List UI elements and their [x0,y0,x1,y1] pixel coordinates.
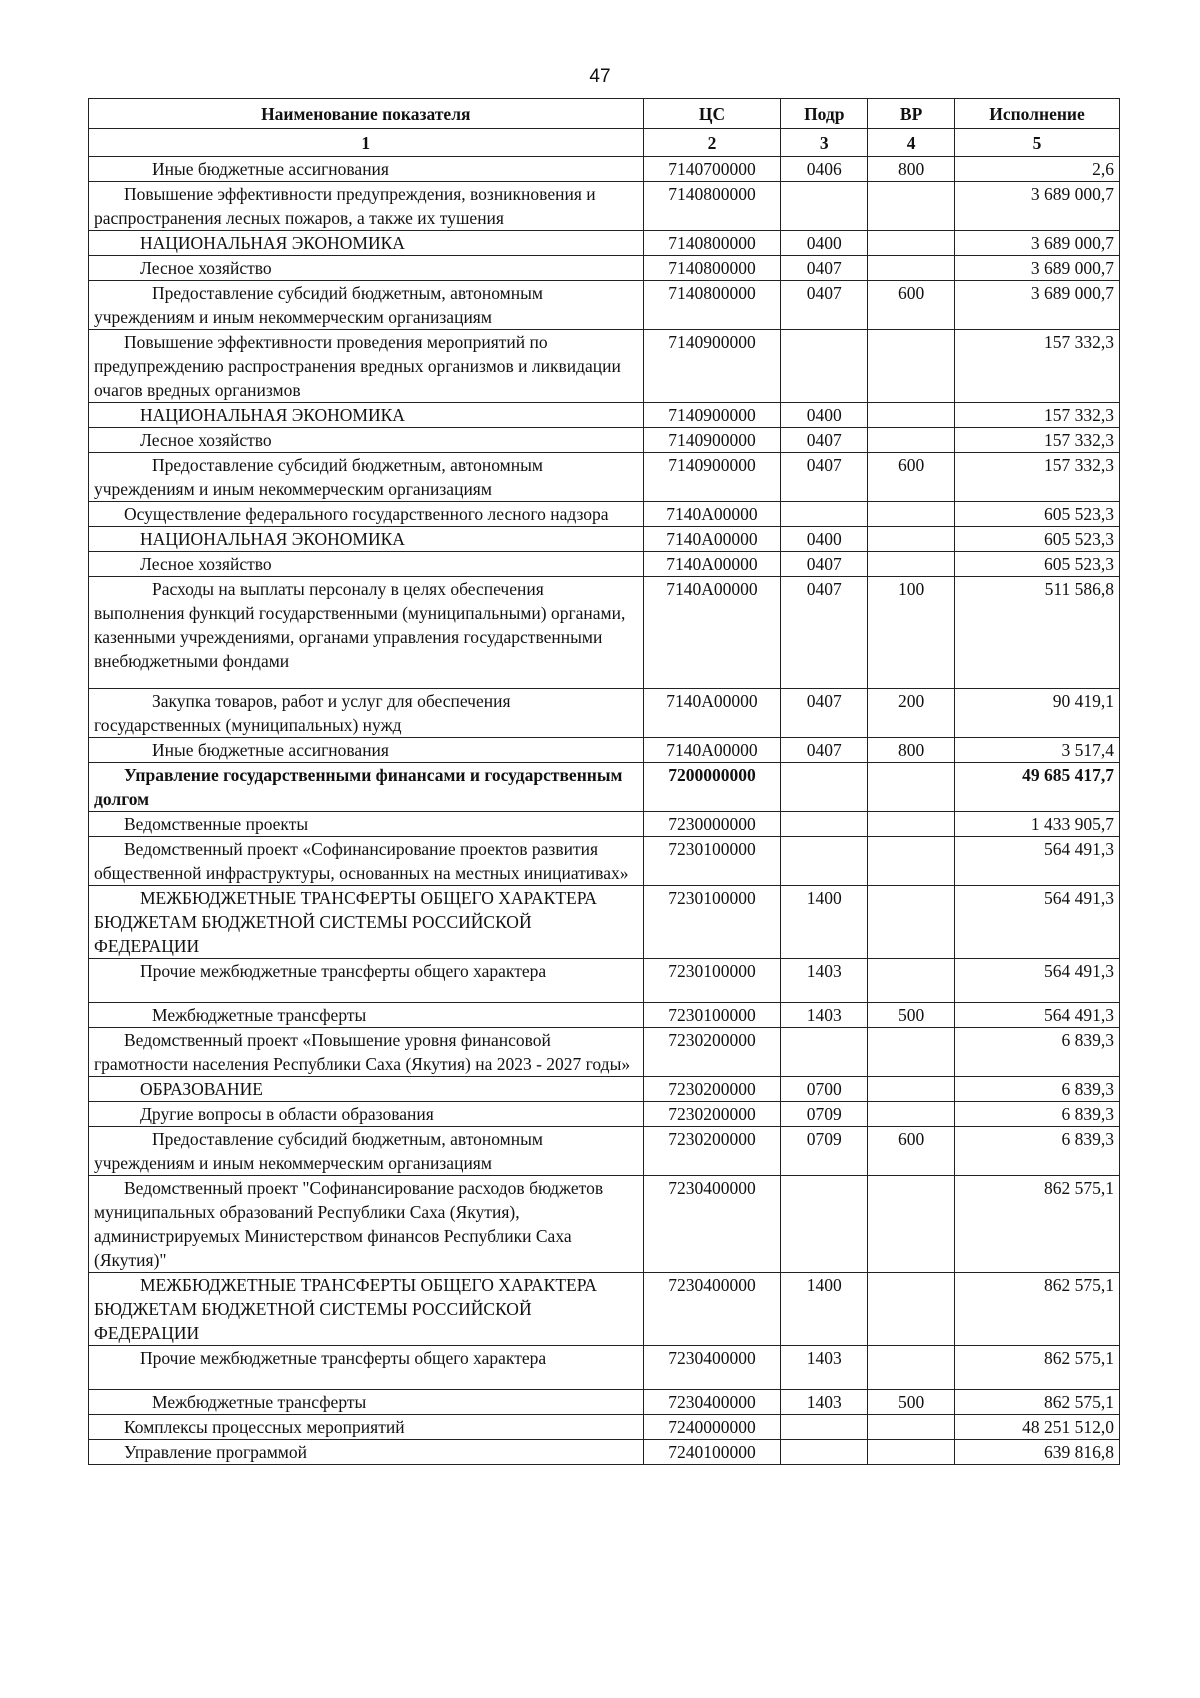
column-header-podr: Подр [781,99,868,129]
column-number: 4 [868,129,955,157]
row-podr-code: 0407 [781,577,868,689]
row-podr-code: 0700 [781,1077,868,1102]
table-row [89,157,1120,182]
row-amount: 49 685 417,7 [955,763,1120,812]
table-row [89,812,1120,837]
row-podr-code: 1400 [781,886,868,959]
row-vr-code [868,527,955,552]
row-name: Другие вопросы в области образования [89,1102,644,1127]
table-row [89,330,1120,403]
row-podr-code [781,330,868,403]
row-amount: 3 689 000,7 [955,281,1120,330]
row-vr-code [868,502,955,527]
row-podr-code [781,1028,868,1077]
row-podr-code: 0407 [781,552,868,577]
row-podr-code [781,502,868,527]
table-row [89,1028,1120,1077]
row-amount: 564 491,3 [955,1003,1120,1028]
row-cs-code: 7140800000 [643,256,781,281]
row-amount: 862 575,1 [955,1346,1120,1390]
row-amount: 605 523,3 [955,527,1120,552]
row-amount: 157 332,3 [955,428,1120,453]
table-row [89,1176,1120,1273]
row-podr-code: 1400 [781,1273,868,1346]
row-amount: 564 491,3 [955,959,1120,1003]
row-amount: 564 491,3 [955,886,1120,959]
row-cs-code: 7230200000 [643,1077,781,1102]
table-row [89,231,1120,256]
column-header-vr: ВР [868,99,955,129]
table-row [89,959,1120,1003]
row-name: Управление государственными финансами и государственным долгом [89,763,644,812]
row-amount: 6 839,3 [955,1077,1120,1102]
table-row [89,453,1120,502]
row-vr-code: 200 [868,689,955,738]
row-podr-code: 1403 [781,1003,868,1028]
row-vr-code [868,428,955,453]
row-cs-code: 7230400000 [643,1273,781,1346]
row-podr-code [781,1176,868,1273]
row-vr-code [868,552,955,577]
row-name: Прочие межбюджетные трансферты общего характера [89,959,644,1003]
row-podr-code [781,763,868,812]
row-vr-code [868,1346,955,1390]
row-podr-code [781,182,868,231]
row-amount: 48 251 512,0 [955,1415,1120,1440]
row-amount: 639 816,8 [955,1440,1120,1465]
table-row [89,1415,1120,1440]
table-row [89,552,1120,577]
row-amount: 3 689 000,7 [955,182,1120,231]
table-row [89,502,1120,527]
row-amount: 605 523,3 [955,502,1120,527]
row-cs-code: 7140А00000 [643,577,781,689]
row-cs-code: 7230100000 [643,837,781,886]
row-cs-code: 7140А00000 [643,689,781,738]
row-cs-code: 7230400000 [643,1390,781,1415]
row-podr-code: 0709 [781,1127,868,1176]
row-amount: 6 839,3 [955,1102,1120,1127]
row-podr-code: 0400 [781,403,868,428]
row-amount: 3 517,4 [955,738,1120,763]
row-vr-code: 100 [868,577,955,689]
row-name: ОБРАЗОВАНИЕ [89,1077,644,1102]
table-row [89,886,1120,959]
row-amount: 90 419,1 [955,689,1120,738]
table-row [89,1003,1120,1028]
row-amount: 862 575,1 [955,1273,1120,1346]
row-vr-code: 600 [868,1127,955,1176]
row-cs-code: 7200000000 [643,763,781,812]
row-cs-code: 7230100000 [643,959,781,1003]
row-cs-code: 7140А00000 [643,738,781,763]
row-amount: 3 689 000,7 [955,256,1120,281]
budget-table [88,98,1120,1465]
row-amount: 862 575,1 [955,1176,1120,1273]
row-podr-code: 0400 [781,527,868,552]
table-row [89,1077,1120,1102]
row-vr-code: 600 [868,281,955,330]
row-vr-code [868,886,955,959]
row-name: НАЦИОНАЛЬНАЯ ЭКОНОМИКА [89,403,644,428]
row-name: Иные бюджетные ассигнования [89,738,644,763]
row-podr-code: 0407 [781,738,868,763]
row-cs-code: 7140А00000 [643,527,781,552]
row-vr-code [868,1273,955,1346]
row-cs-code: 7140900000 [643,428,781,453]
row-name: Управление программой [89,1440,644,1465]
table-row [89,1127,1120,1176]
table-row [89,837,1120,886]
row-podr-code [781,837,868,886]
row-name: Предоставление субсидий бюджетным, автономным учреждениям и иным некоммерческим организациям [89,453,644,502]
row-podr-code: 1403 [781,959,868,1003]
table-row [89,1273,1120,1346]
row-name: МЕЖБЮДЖЕТНЫЕ ТРАНСФЕРТЫ ОБЩЕГО ХАРАКТЕРА БЮДЖЕТАМ БЮДЖЕТНОЙ СИСТЕМЫ РОССИЙСКОЙ ФЕДЕРАЦИИ [89,1273,644,1346]
row-podr-code [781,1415,868,1440]
table-row [89,182,1120,231]
row-vr-code [868,1028,955,1077]
row-cs-code: 7230200000 [643,1127,781,1176]
row-name: Лесное хозяйство [89,552,644,577]
row-vr-code [868,959,955,1003]
row-cs-code: 7230100000 [643,1003,781,1028]
row-name: Лесное хозяйство [89,428,644,453]
row-name: МЕЖБЮДЖЕТНЫЕ ТРАНСФЕРТЫ ОБЩЕГО ХАРАКТЕРА БЮДЖЕТАМ БЮДЖЕТНОЙ СИСТЕМЫ РОССИЙСКОЙ ФЕДЕРАЦИИ [89,886,644,959]
row-name: Ведомственные проекты [89,812,644,837]
row-podr-code: 0407 [781,428,868,453]
row-name: НАЦИОНАЛЬНАЯ ЭКОНОМИКА [89,527,644,552]
row-name: Межбюджетные трансферты [89,1390,644,1415]
row-amount: 6 839,3 [955,1028,1120,1077]
row-vr-code: 600 [868,453,955,502]
table-row [89,1346,1120,1390]
row-cs-code: 7230100000 [643,886,781,959]
row-cs-code: 7140900000 [643,453,781,502]
row-name: Предоставление субсидий бюджетным, автономным учреждениям и иным некоммерческим организациям [89,1127,644,1176]
row-name: Закупка товаров, работ и услуг для обеспечения государственных (муниципальных) нужд [89,689,644,738]
row-name: Иные бюджетные ассигнования [89,157,644,182]
column-number: 1 [89,129,644,157]
row-podr-code: 0400 [781,231,868,256]
row-cs-code: 7140800000 [643,231,781,256]
row-cs-code: 7240000000 [643,1415,781,1440]
row-name: Осуществление федерального государственного лесного надзора [89,502,644,527]
row-vr-code [868,1415,955,1440]
table-row [89,1102,1120,1127]
table-row [89,281,1120,330]
table-row [89,763,1120,812]
row-vr-code: 500 [868,1003,955,1028]
row-amount: 157 332,3 [955,403,1120,428]
table-row [89,428,1120,453]
row-podr-code: 0407 [781,281,868,330]
row-amount: 2,6 [955,157,1120,182]
row-name: Комплексы процессных мероприятий [89,1415,644,1440]
row-podr-code: 1403 [781,1346,868,1390]
row-amount: 157 332,3 [955,330,1120,403]
row-cs-code: 7230400000 [643,1346,781,1390]
row-podr-code: 0407 [781,689,868,738]
row-cs-code: 7240100000 [643,1440,781,1465]
row-podr-code: 0407 [781,256,868,281]
row-cs-code: 7230200000 [643,1028,781,1077]
row-name: Межбюджетные трансферты [89,1003,644,1028]
row-podr-code: 0709 [781,1102,868,1127]
row-vr-code [868,1176,955,1273]
row-cs-code: 7140900000 [643,330,781,403]
table-row [89,1390,1120,1415]
row-vr-code: 800 [868,738,955,763]
table-body [89,157,1120,1465]
row-cs-code: 7140700000 [643,157,781,182]
column-header-amount: Исполнение [955,99,1120,129]
row-name: Прочие межбюджетные трансферты общего характера [89,1346,644,1390]
table-row [89,738,1120,763]
row-amount: 511 586,8 [955,577,1120,689]
column-header-cs: ЦС [643,99,781,129]
row-vr-code [868,330,955,403]
column-number: 2 [643,129,781,157]
row-podr-code: 0407 [781,453,868,502]
row-amount: 605 523,3 [955,552,1120,577]
row-name: Повышение эффективности предупреждения, возникновения и распространения лесных пожаров, а также их тушения [89,182,644,231]
page-number: 47 [589,66,611,87]
row-amount: 3 689 000,7 [955,231,1120,256]
row-vr-code [868,231,955,256]
row-amount: 6 839,3 [955,1127,1120,1176]
row-cs-code: 7140А00000 [643,502,781,527]
row-name: Ведомственный проект «Повышение уровня финансовой грамотности населения Республики Саха (Якутия) на 2023 - 2027 годы» [89,1028,644,1077]
row-name: Ведомственный проект "Софинансирование расходов бюджетов муниципальных образований Республики Саха (Якутия), администрируемых Министерством финансов Республики Саха (Якутия)" [89,1176,644,1273]
row-podr-code: 1403 [781,1390,868,1415]
row-cs-code: 7230200000 [643,1102,781,1127]
row-name: Предоставление субсидий бюджетным, автономным учреждениям и иным некоммерческим организациям [89,281,644,330]
row-cs-code: 7230000000 [643,812,781,837]
table-header [89,99,1120,157]
column-number: 3 [781,129,868,157]
header-row [89,99,1120,129]
column-number: 5 [955,129,1120,157]
row-cs-code: 7140900000 [643,403,781,428]
table-row [89,577,1120,689]
row-podr-code [781,812,868,837]
row-amount: 564 491,3 [955,837,1120,886]
row-name: Ведомственный проект «Софинансирование проектов развития общественной инфраструктуры, основанных на местных инициативах» [89,837,644,886]
table-row [89,403,1120,428]
row-name: Повышение эффективности проведения мероприятий по предупреждению распространения вредных организмов и ликвидации очагов вредных организмов [89,330,644,403]
column-number-row [89,129,1120,157]
row-vr-code [868,1440,955,1465]
row-cs-code: 7140800000 [643,281,781,330]
table-row [89,1440,1120,1465]
column-header-name: Наименование показателя [89,99,644,129]
row-vr-code [868,837,955,886]
row-amount: 862 575,1 [955,1390,1120,1415]
row-name: Лесное хозяйство [89,256,644,281]
row-vr-code: 500 [868,1390,955,1415]
row-name: Расходы на выплаты персоналу в целях обеспечения выполнения функций государственными (муниципальными) органами, казенными учреждениями, органами управления государственными внебюджетными фондами [89,577,644,689]
row-vr-code [868,403,955,428]
row-cs-code: 7230400000 [643,1176,781,1273]
row-podr-code: 0406 [781,157,868,182]
row-vr-code: 800 [868,157,955,182]
row-vr-code [868,256,955,281]
row-vr-code [868,1077,955,1102]
row-amount: 157 332,3 [955,453,1120,502]
table-row [89,689,1120,738]
row-vr-code [868,763,955,812]
row-vr-code [868,182,955,231]
row-name: НАЦИОНАЛЬНАЯ ЭКОНОМИКА [89,231,644,256]
row-cs-code: 7140А00000 [643,552,781,577]
table-row [89,256,1120,281]
row-vr-code [868,812,955,837]
row-cs-code: 7140800000 [643,182,781,231]
table-row [89,527,1120,552]
row-amount: 1 433 905,7 [955,812,1120,837]
row-vr-code [868,1102,955,1127]
row-podr-code [781,1440,868,1465]
